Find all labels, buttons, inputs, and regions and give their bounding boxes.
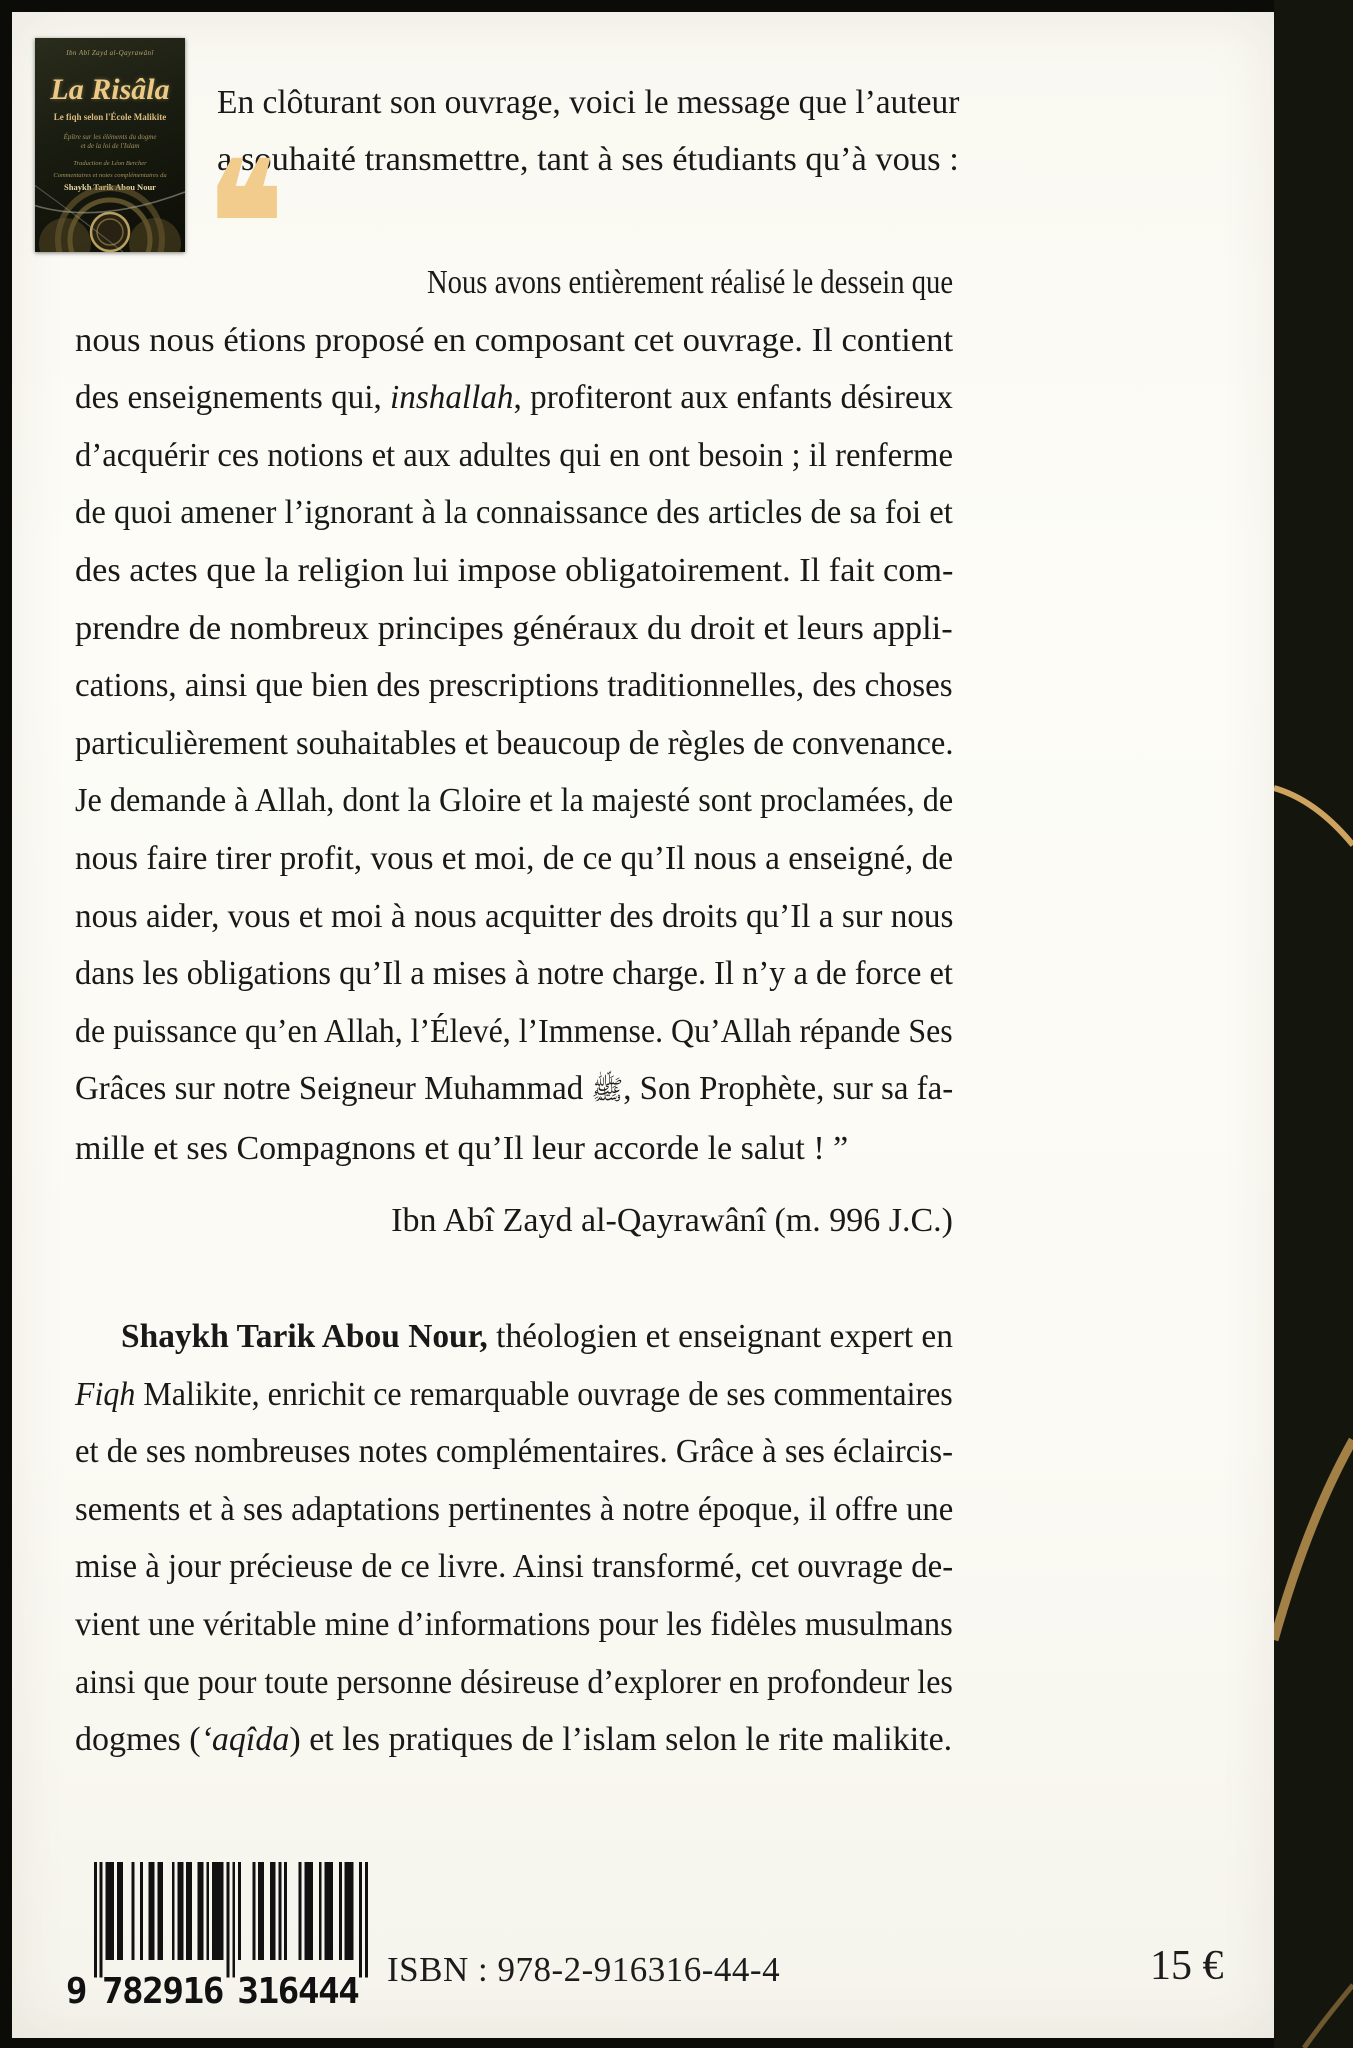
- barcode-bar: [299, 1862, 302, 1960]
- barcode-digit: 2: [142, 1971, 164, 2009]
- text-line: et de ses nombreuses notes complémentaires. Grâce à ses éclaircis-: [75, 1433, 953, 1471]
- thumbnail-subtitle: Le fiqh selon l'École Malikite: [53, 112, 167, 122]
- barcode-bar: [140, 1862, 143, 1960]
- text-line: mise à jour précieuse de ce livre. Ainsi transformé, cet ouvrage de-: [75, 1548, 954, 1586]
- thumbnail-title: La Risâla: [50, 73, 170, 106]
- barcode-bar: [325, 1862, 334, 1960]
- barcode-bar: [339, 1862, 342, 1960]
- barcode-bar: [258, 1862, 264, 1960]
- text-line: Fiqh Malikite, enrichit ce remarquable ouvrage de ses commentaires: [75, 1375, 953, 1413]
- text-line: En clôturant son ouvrage, voici le message que l’auteur: [217, 84, 960, 121]
- barcode-bar: [345, 1862, 354, 1960]
- barcode-digit: 1: [182, 1971, 205, 2009]
- barcode-bar: [284, 1862, 287, 1960]
- barcode-digit: 9: [162, 1971, 185, 2009]
- thumbnail-commentary-note: Commentaires et notes complémentaires du: [53, 172, 167, 179]
- text-line: dogmes (‘aqîda) et les pratiques de l’islam selon le rite malikite.: [75, 1721, 953, 1759]
- barcode-bar: [232, 1862, 235, 1977]
- barcode-bar: [100, 1862, 103, 1977]
- barcode-bar: [157, 1862, 163, 1960]
- thumbnail-translator: Traduction de Léon Bercher: [73, 160, 147, 167]
- barcode-digit: 4: [338, 1971, 360, 2009]
- barcode-bar: [172, 1862, 175, 1960]
- text-line: d’acquérir ces notions et aux adultes qui en ont besoin ; il renferme: [75, 436, 953, 474]
- text-line: nous faire tirer profit, vous et moi, de ce qu’Il nous a enseigné, de: [75, 839, 954, 877]
- barcode-digit: 4: [297, 1971, 320, 2009]
- intro-text: [217, 74, 959, 188]
- text-line: Shaykh Tarik Abou Nour, théologien et enseignant expert en: [121, 1318, 953, 1355]
- barcode-bar: [319, 1862, 322, 1960]
- barcode-bar: [198, 1862, 204, 1960]
- text-line: des actes que la religion lui impose obligatoirement. Il fait com-: [75, 551, 954, 589]
- text-line: sements et à ses adaptations pertinentes à notre époque, il offre une: [75, 1490, 954, 1528]
- barcode-bar: [105, 1862, 114, 1960]
- isbn-text: ISBN : 978-2-916316-44-4: [387, 1950, 781, 1989]
- text-line: Grâces sur notre Seigneur Muhammad ﷺ, Son Prophète, sur sa fa-: [75, 1070, 954, 1108]
- quote-text: [75, 254, 953, 1178]
- barcode-bar: [186, 1862, 192, 1960]
- text-line: Nous avons entièrement réalisé le dessein que: [427, 264, 954, 301]
- spine-background: [1274, 0, 1353, 2048]
- barcode-bar: [149, 1862, 155, 1960]
- price-text: 15 €: [1150, 1943, 1224, 1989]
- thumbnail-commentator: Shaykh Tarik Abou Nour: [64, 182, 156, 192]
- cover-ornament-icon: [35, 174, 185, 252]
- thumbnail-description: Épître sur les éléments du dogme et de la loi de l'Islam: [63, 133, 157, 150]
- text-line: de quoi amener l’ignorant à la connaissance des articles de sa foi et: [75, 494, 953, 532]
- quote-attribution: Ibn Abî Zayd al-Qayrawânî (m. 996 J.C.): [391, 1202, 953, 1239]
- barcode-digit: 4: [318, 1971, 340, 2009]
- barcode-digit: 8: [122, 1971, 144, 2009]
- barcode-digit: 7: [101, 1971, 124, 2009]
- text-line: mille et ses Compagnons et qu’Il leur accorde le salut ! ”: [75, 1129, 849, 1167]
- barcode-digit: 3: [237, 1971, 259, 2009]
- barcode-digit: 9: [65, 1971, 88, 2009]
- text-line: prendre de nombreux principes généraux du droit et leurs appli-: [75, 609, 953, 647]
- text-line: ainsi que pour toute personne désireuse d’explorer en profondeur les: [75, 1663, 953, 1701]
- text-line: a souhaité transmettre, tant à ses étudiants qu’à vous :: [217, 141, 959, 178]
- about-text: [75, 1308, 953, 1769]
- barcode-bar: [252, 1862, 255, 1960]
- spine-decoration: [1274, 0, 1353, 2048]
- barcode-bar: [359, 1862, 362, 1977]
- barcode-bar: [238, 1862, 241, 1960]
- barcode-bar: [117, 1862, 123, 1960]
- barcode-digit: 6: [202, 1971, 225, 2009]
- barcode-digit: 6: [277, 1971, 300, 2009]
- barcode-bar: [304, 1862, 313, 1960]
- text-line: de puissance qu’en Allah, l’Élevé, l’Immense. Qu’Allah répande Ses: [75, 1012, 953, 1050]
- barcode-bar: [278, 1862, 281, 1960]
- text-line: nous nous étions proposé en composant cet ouvrage. Il contient: [75, 321, 954, 359]
- text-line: des enseignements qui, inshallah, profiteront aux enfants désireux: [75, 379, 953, 417]
- barcode: [62, 1862, 368, 2009]
- barcode-bar: [270, 1862, 276, 1960]
- barcode-bar: [94, 1862, 97, 1977]
- quote-mark-icon: ❛❛: [202, 123, 257, 332]
- book-thumbnail: [35, 38, 185, 252]
- barcode-bar: [365, 1862, 368, 1977]
- barcode-digit: 1: [257, 1971, 280, 2009]
- text-line: cations, ainsi que bien des prescriptions traditionnelles, des choses: [75, 667, 953, 705]
- text-line: dans les obligations qu’Il a mises à notre charge. Il n’y a de force et: [75, 955, 953, 993]
- text-line: vient une véritable mine d’informations pour les fidèles musulmans: [75, 1605, 953, 1643]
- text-line: Je demande à Allah, dont la Gloire et la majesté sont proclamées, de: [75, 782, 954, 820]
- barcode-bar: [212, 1862, 224, 1960]
- barcode-bar: [178, 1862, 184, 1960]
- barcode-bar: [131, 1862, 134, 1960]
- barcode-bar: [227, 1862, 230, 1977]
- page: [12, 12, 1274, 2038]
- text-line: particulièrement souhaitables et beaucoup de règles de convenance.: [75, 724, 954, 762]
- text-line: nous aider, vous et moi à nous acquitter des droits qu’Il a sur nous: [75, 897, 954, 935]
- thumbnail-author: Ibn Abî Zayd al-Qayrawânî: [66, 49, 154, 57]
- barcode-bar: [206, 1862, 209, 1960]
